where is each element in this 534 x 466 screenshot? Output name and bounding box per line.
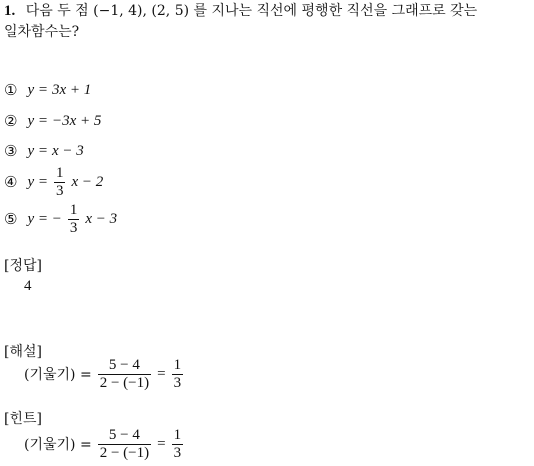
answer-label: [정답] [4,258,42,274]
hint-equation [24,424,185,464]
explanation-frac-den: 2 − (−1) [99,374,150,391]
hint-result-num: 1 [173,426,182,443]
hint-frac-den: 2 − (−1) [99,444,150,461]
explanation-result [172,357,184,392]
option-4[interactable] [4,163,103,201]
answer-value: 4 [24,278,32,294]
option-2-marker: ② [4,112,18,130]
option-3-rhs: x − 3 [51,142,84,159]
option-5-marker: ⑤ [4,210,18,228]
option-4-frac-den: 3 [55,182,64,199]
hint-result [172,427,184,462]
option-5-frac-den: 3 [69,219,78,236]
option-4-lhs: y = [27,173,48,190]
explanation-result-den: 3 [173,374,182,391]
explanation-equation [24,354,185,394]
question-text-line-1: 다음 두 점 (−1, 4), (2, 5) 를 지나는 직선에 평행한 직선을 그래프로 갖는 [25,3,478,19]
option-4-fraction [54,165,66,200]
explanation-frac-num: 5 − 4 [98,357,151,375]
explanation-result-num: 1 [173,356,182,373]
option-1-lhs: y = [27,81,48,98]
option-5[interactable] [4,200,117,238]
question-number: 1. [4,3,16,19]
hint-frac-num: 5 − 4 [98,427,151,445]
option-1[interactable] [4,79,91,101]
option-4-rhs: x − 2 [71,173,104,190]
explanation-lhs: (기울기) = [24,367,92,383]
question-line-2: 일차함수는? [4,24,80,40]
option-3-marker: ③ [4,142,18,160]
explanation-fraction [98,357,151,392]
hint-lhs: (기울기) = [24,437,92,453]
explanation-equals: = [157,365,166,382]
option-2-rhs: −3x + 5 [51,112,102,129]
option-3-lhs: y = [27,142,48,159]
hint-fraction [98,427,151,462]
hint-result-den: 3 [173,444,182,461]
option-5-lhs: y = − [27,210,62,227]
option-4-marker: ④ [4,173,18,191]
option-3[interactable] [4,140,84,162]
option-5-frac-num: 1 [69,201,78,218]
option-2-lhs: y = [27,112,48,129]
option-4-frac-num: 1 [55,164,64,181]
option-5-fraction [68,202,80,237]
explanation-label: [해설] [4,344,42,360]
option-1-rhs: 3x + 1 [51,81,92,98]
option-5-rhs: x − 3 [85,210,118,227]
hint-label: [힌트] [4,411,42,427]
option-2[interactable] [4,110,101,132]
option-1-marker: ① [4,81,18,99]
hint-equals: = [157,435,166,452]
